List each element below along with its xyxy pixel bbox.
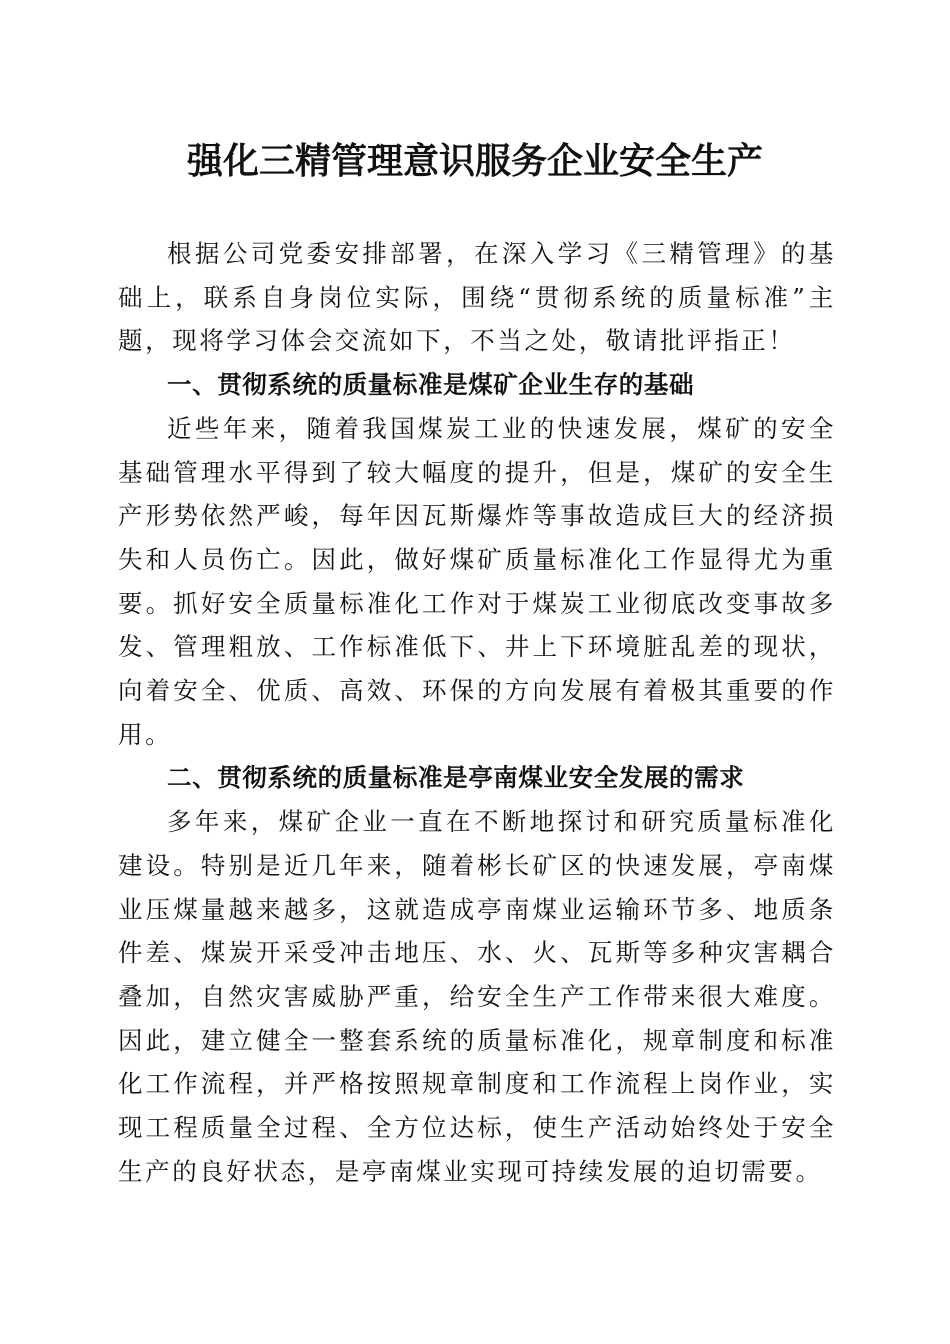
section-heading-2: 二、贯彻系统的质量标准是亭南煤业安全发展的需求: [167, 763, 745, 793]
intro-paragraph: 根据公司党委安排部署，在深入学习《三精管理》的基础上，联系自身岗位实际，围绕“贯彻系统的质量标准”主题，现将学习体会交流如下，不当之处，敬请批评指正！: [118, 239, 836, 356]
section-paragraph-2: 多年来，煤矿企业一直在不断地探讨和研究质量标准化建设。特别是近几年来，随着彬长矿区的快速发展，亭南煤业压煤量越来越多，这就造成亭南煤业运输环节多、地质条件差、煤炭开采受冲击地压、水、火、瓦斯等多种灾害耦合叠加，自然灾害威胁严重，给安全生产工作带来很大难度。因此，建立健全一整套系统的质量标准化，规章制度和标准化工作流程，并严格按照规章制度和工作流程上岗作业，实现工程质量全过程、全方位达标，使生产活动始终处于安全生产的良好状态，是亭南煤业实现可持续发展的迫切需要。: [118, 807, 836, 1186]
document-body: [118, 232, 836, 1193]
document-title: 强化三精管理意识服务企业安全生产: [186, 140, 763, 182]
section-heading-1: 一、贯彻系统的质量标准是煤矿企业生存的基础: [167, 370, 695, 400]
section-paragraph-1: 近些年来，随着我国煤炭工业的快速发展，煤矿的安全基础管理水平得到了较大幅度的提升，但是，煤矿的安全生产形势依然严峻，每年因瓦斯爆炸等事故造成巨大的经济损失和人员伤亡。因此，做好煤矿质量标准化工作显得尤为重要。抓好安全质量标准化工作对于煤炭工业彻底改变事故多发、管理粗放、工作标准低下、井上下环境脏乱差的现状，向着安全、优质、高效、环保的方向发展有着极其重要的作用。: [118, 413, 836, 749]
